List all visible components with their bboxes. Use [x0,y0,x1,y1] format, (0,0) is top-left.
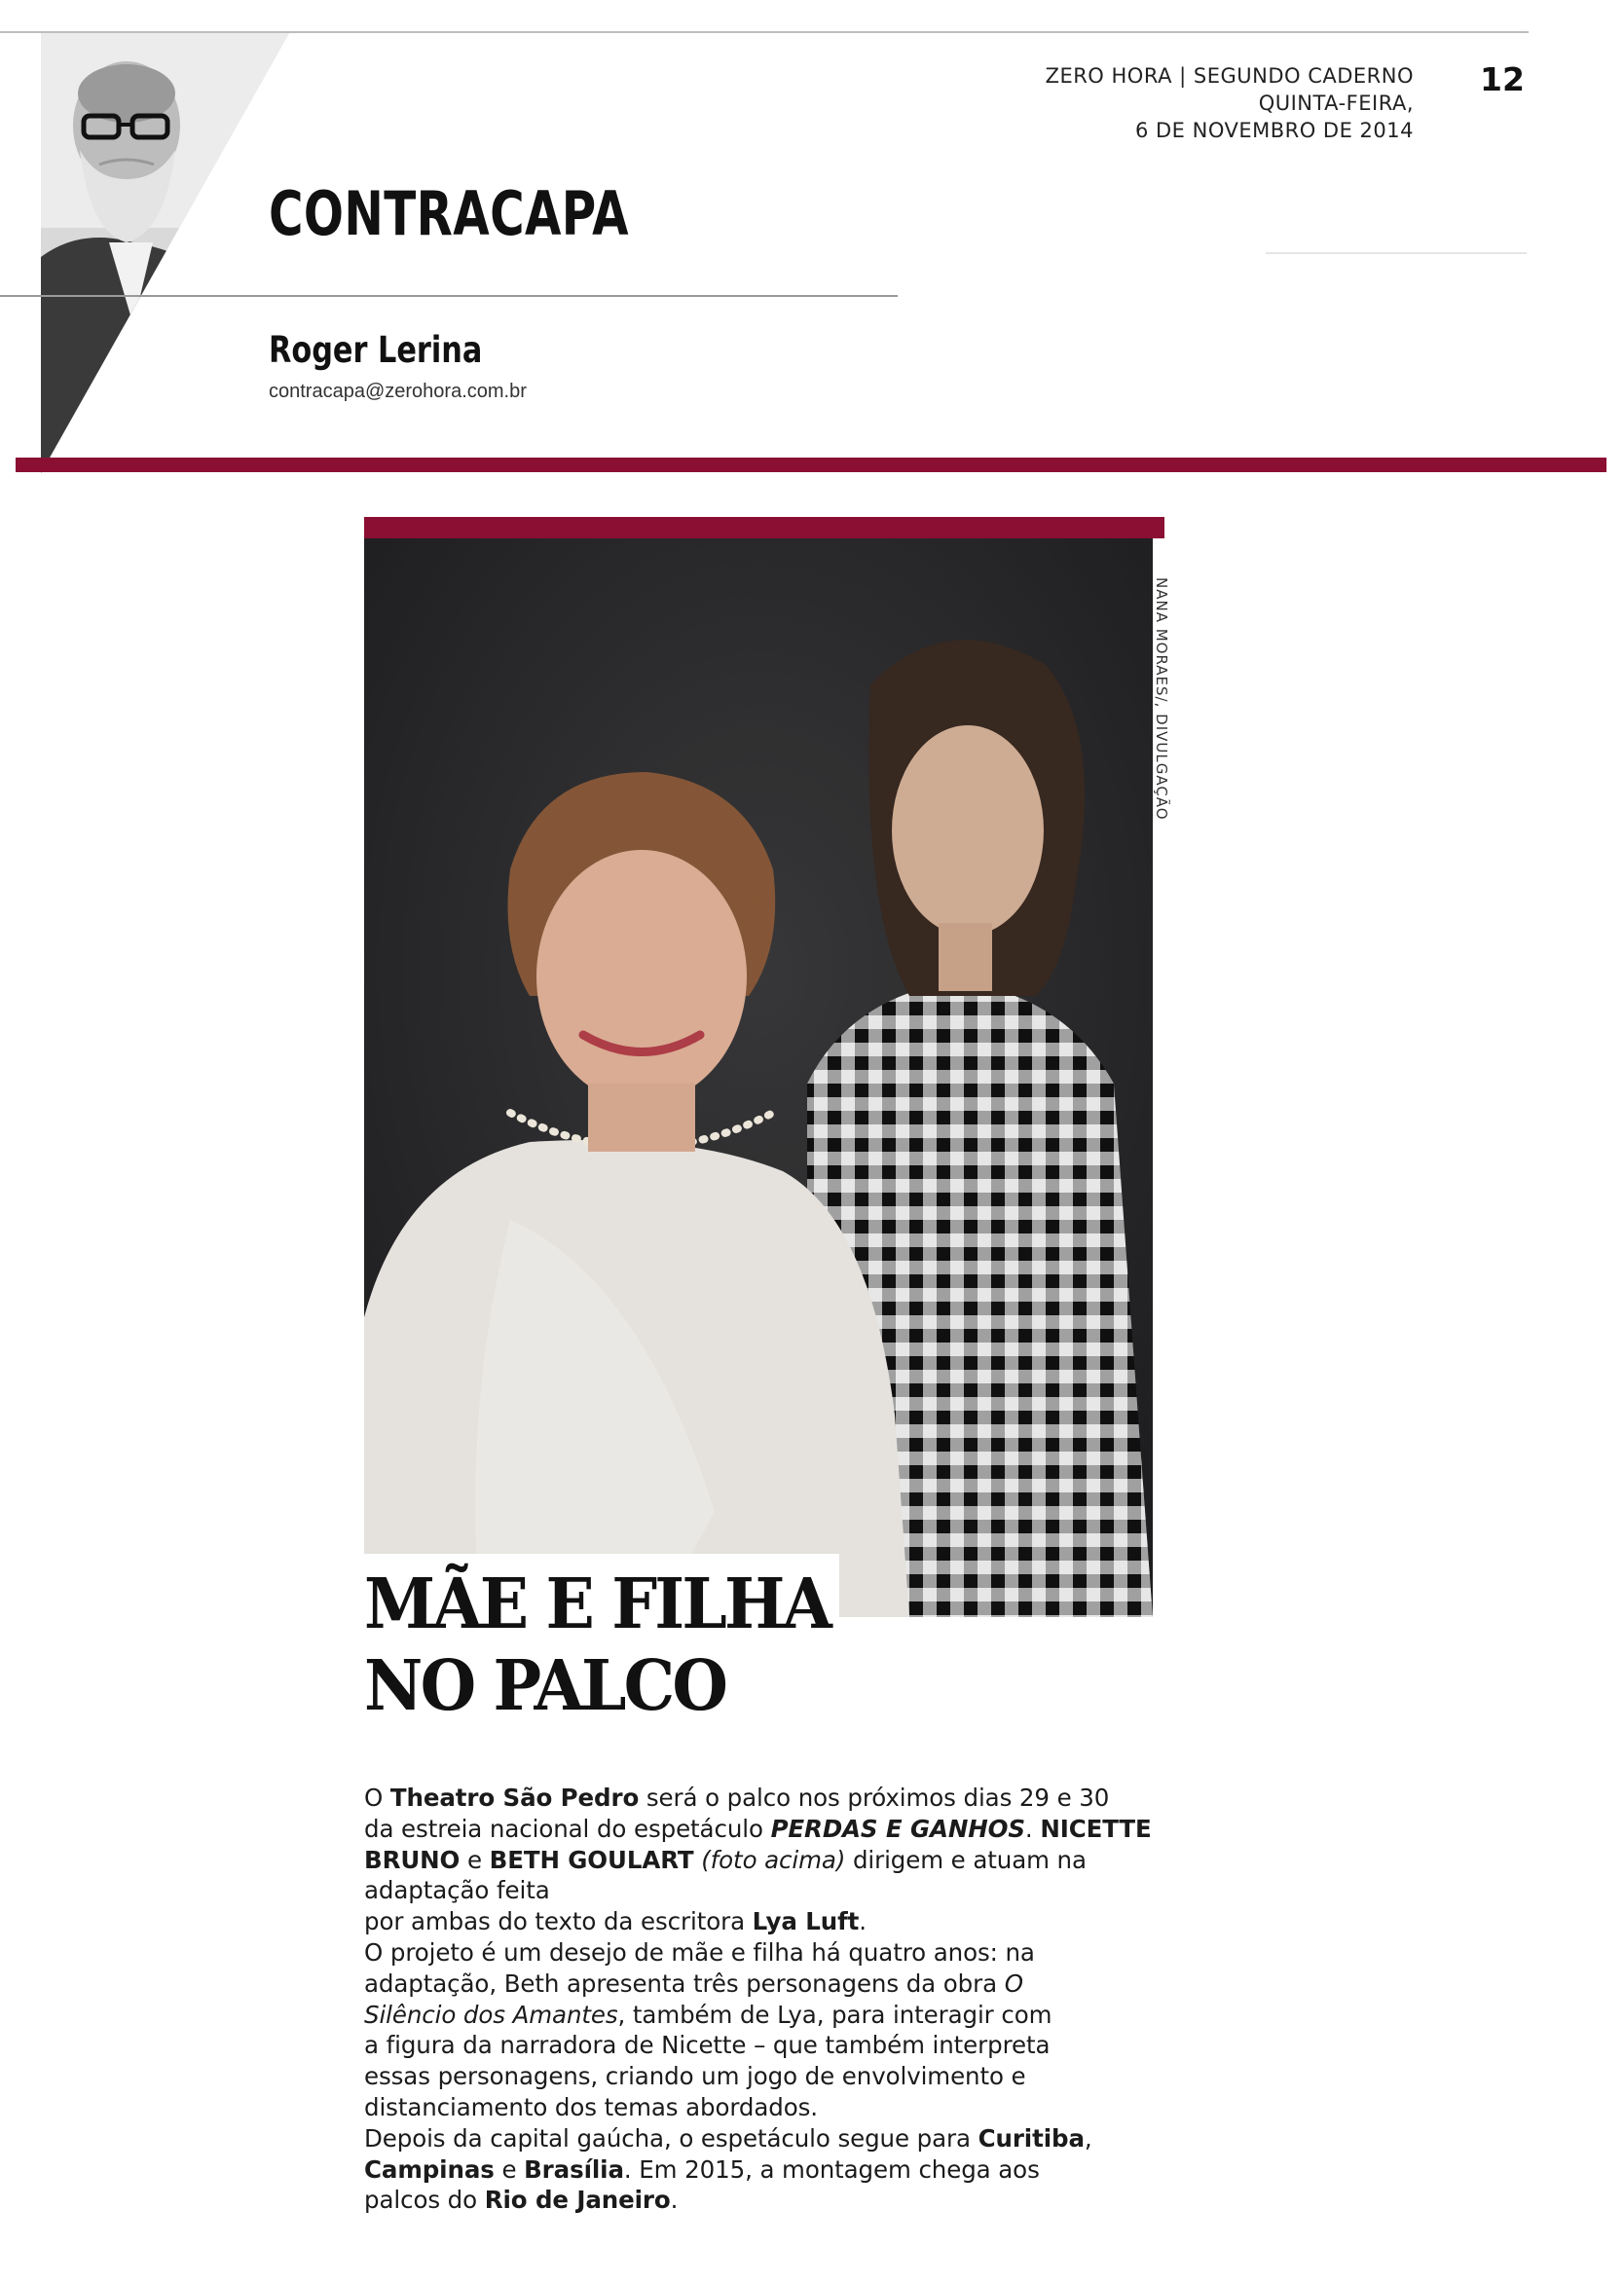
article-photo [364,538,1153,1617]
text-run: . [1024,1814,1041,1843]
publication-name: ZERO HORA | SEGUNDO CADERNO [1045,64,1414,88]
publication-info [1046,62,1414,144]
book-title: Silêncio dos Amantes [364,2000,618,2029]
venue-name: Theatro São Pedro [389,1784,640,1812]
text-line: O projeto é um desejo de mãe e filha há quatro anos: na [364,1937,1035,1967]
text-run: , [1084,2123,1092,2153]
text-run: por ambas do texto da escritora [364,1907,753,1936]
photo-accent-bar [364,517,1164,538]
text-line [364,1814,1152,1845]
header-accent-bar [16,458,1606,472]
text-line: adaptação feita [364,1876,550,1905]
city-name: Brasília [524,2154,624,2184]
text-run: . Em 2015, a montagem chega aos [623,2154,1040,2184]
section-title: CONTRACAPA [269,178,629,249]
photo-credit-text: NANA MORAES/, DIVULGAÇÃO [1153,577,1170,821]
text-line [364,2123,1124,2154]
text-line [364,1845,1124,1876]
text-run: adaptação, Beth apresenta três personagens da obra [364,1969,1005,1998]
actress-name: NICETTE [1040,1814,1152,1843]
city-name: Campinas [364,2154,495,2184]
article-body [364,1783,1152,2216]
text-run: e [494,2154,525,2184]
text-line [364,1969,1124,2000]
photo-credit [1149,577,1178,821]
faint-divider [1266,252,1527,254]
text-run: , também de Lya, para interagir com [617,2000,1052,2029]
text-run: palcos do [364,2186,485,2215]
columnist-portrait [41,33,289,473]
header-divider [0,295,898,297]
actress-name: BRUNO [364,1845,461,1874]
text-line [364,1783,1124,1814]
paragraph-1 [364,1783,1152,1937]
publication-date: 6 DE NOVEMBRO DE 2014 [1134,119,1414,142]
photo-illustration [364,538,1153,1617]
page-number: 12 [1480,60,1525,98]
text-run: O [364,1784,390,1812]
show-title: PERDAS E GANHOS [770,1814,1025,1843]
text-line [364,2000,1124,2031]
headline-line-1: MÃE E FILHA [364,1563,830,1644]
text-line [364,1906,1124,1937]
text-run: . [670,2186,679,2215]
text-run: e [460,1845,490,1874]
text-line [364,2185,1124,2216]
text-line: a figura da narradora de Nicette – que também interpreta [364,2031,1051,2060]
text-line [364,2154,1124,2186]
actress-name: BETH GOULART [489,1845,694,1874]
text-line: distanciamento dos temas abordados. [364,2092,818,2121]
text-run: dirigem e atuam na [845,1845,1087,1874]
text-line: essas personagens, criando um jogo de envolvimento e [364,2062,1026,2091]
text-run: da estreia nacional do espetáculo [364,1814,771,1843]
article-headline [364,1563,830,1726]
writer-name: Lya Luft [752,1907,860,1936]
photo-reference: (foto acima) [701,1845,846,1874]
book-title: O [1004,1969,1023,1998]
paragraph-2 [364,1937,1124,2123]
columnist-name: Roger Lerina [269,329,483,371]
city-name: Curitiba [978,2123,1085,2153]
text-run: Depois da capital gaúcha, o espetáculo segue para [364,2123,978,2153]
publication-weekday: QUINTA-FEIRA, [1258,92,1414,115]
city-name: Rio de Janeiro [484,2186,671,2215]
text-run: será o palco nos próximos dias 29 e 30 [639,1784,1110,1812]
text-run: . [859,1907,867,1936]
paragraph-3 [364,2123,1124,2216]
columnist-email: contracapa@zerohora.com.br [269,381,527,402]
headline-line-2: NO PALCO [364,1644,726,1726]
